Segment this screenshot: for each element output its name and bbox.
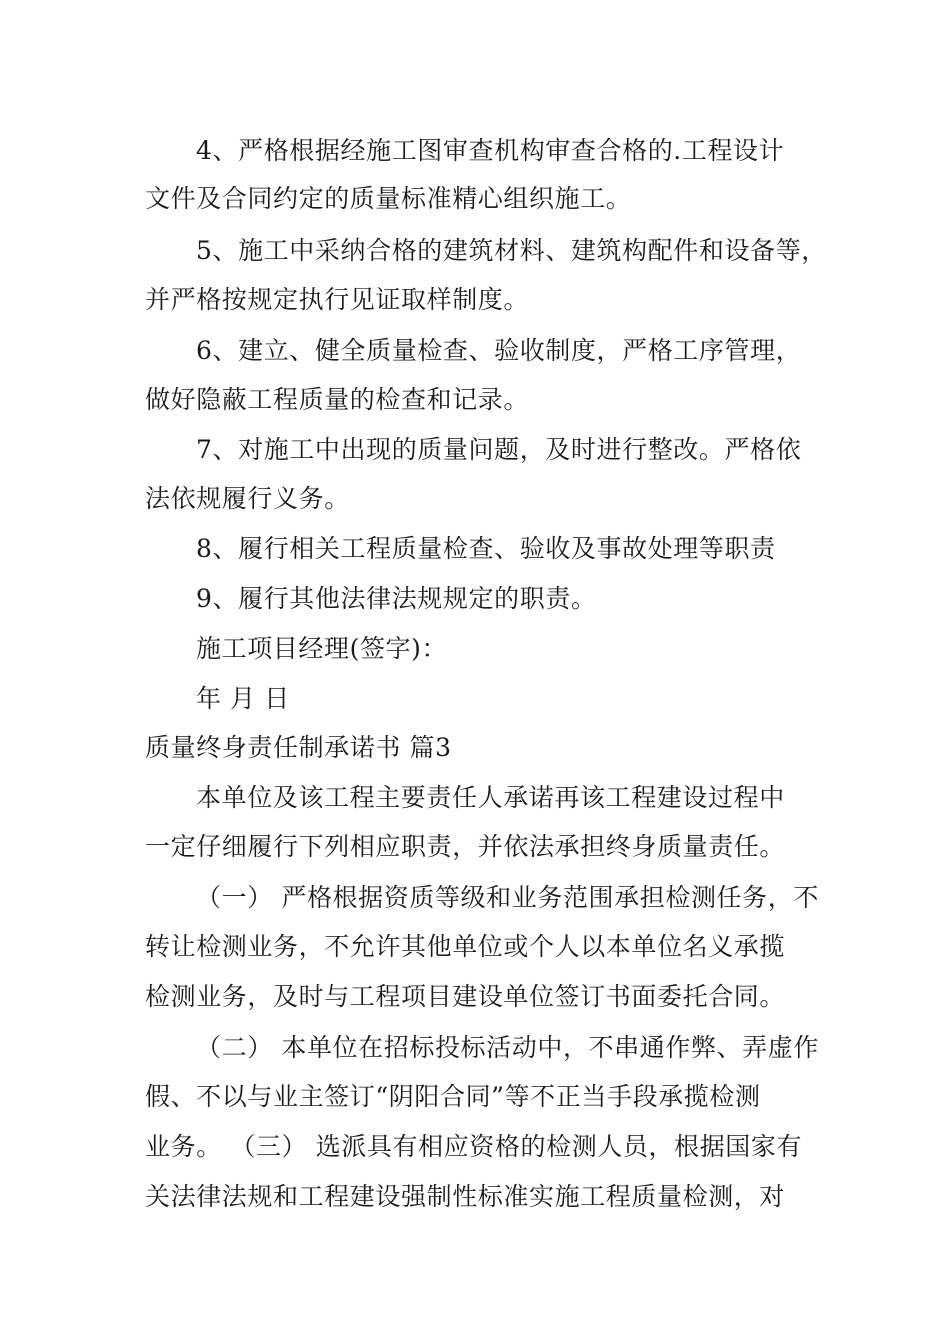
clause-2-line-3: 业务。 （三） 选派具有相应资格的检测人员，根据国家有 — [145, 1132, 803, 1161]
section-heading: 质量终身责任制承诺书 篇3 — [145, 733, 452, 762]
item-7-line-1: 7、对施工中出现的质量问题，及时进行整改。严格依 — [196, 435, 802, 464]
item-6-line-1: 6、建立、健全质量检查、验收制度，严格工序管理， — [196, 336, 802, 365]
clause-3-line-2: 关法律法规和工程建设强制性标准实施工程质量检测，对 — [145, 1182, 786, 1211]
date-line: 年 月 日 — [196, 684, 290, 713]
clause-1-line-2: 转让检测业务，不允许其他单位或个人以本单位名义承揽 — [145, 932, 786, 961]
clause-2-line-1: （二） 本单位在招标投标活动中，不串通作弊、弄虚作 — [196, 1033, 819, 1062]
intro-line-1: 本单位及该工程主要责任人承诺再该工程建设过程中 — [196, 783, 785, 812]
item-8-line: 8、履行相关工程质量检查、验收及事故处理等职责 — [196, 534, 776, 563]
item-4-line-2: 文件及合同约定的质量标准精心组织施工。 — [145, 184, 632, 213]
intro-line-2: 一定仔细履行下列相应职责，并依法承担终身质量责任。 — [145, 832, 786, 861]
item-9-line: 9、履行其他法律法规规定的职责。 — [196, 584, 597, 613]
clause-1-line-1: （一） 严格根据资质等级和业务范围承担检测任务，不 — [196, 883, 819, 912]
clause-1-line-3: 检测业务，及时与工程项目建设单位签订书面委托合同。 — [145, 982, 786, 1011]
signature-label: 施工项目经理(签字)： — [196, 634, 448, 663]
item-6-line-2: 做好隐蔽工程质量的检查和记录。 — [145, 385, 530, 414]
item-4-line-1: 4、严格根据经施工图审查机构审查合格的.工程设计 — [196, 136, 785, 165]
item-5-line-1: 5、施工中采纳合格的建筑材料、建筑构配件和设备等， — [196, 236, 827, 265]
clause-2-line-2: 假、不以与业主签订“阴阳合同”等不正当手段承揽检测 — [145, 1082, 761, 1111]
item-7-line-2: 法依规履行义务。 — [145, 484, 350, 513]
item-5-line-2: 并严格按规定执行见证取样制度。 — [145, 285, 530, 314]
